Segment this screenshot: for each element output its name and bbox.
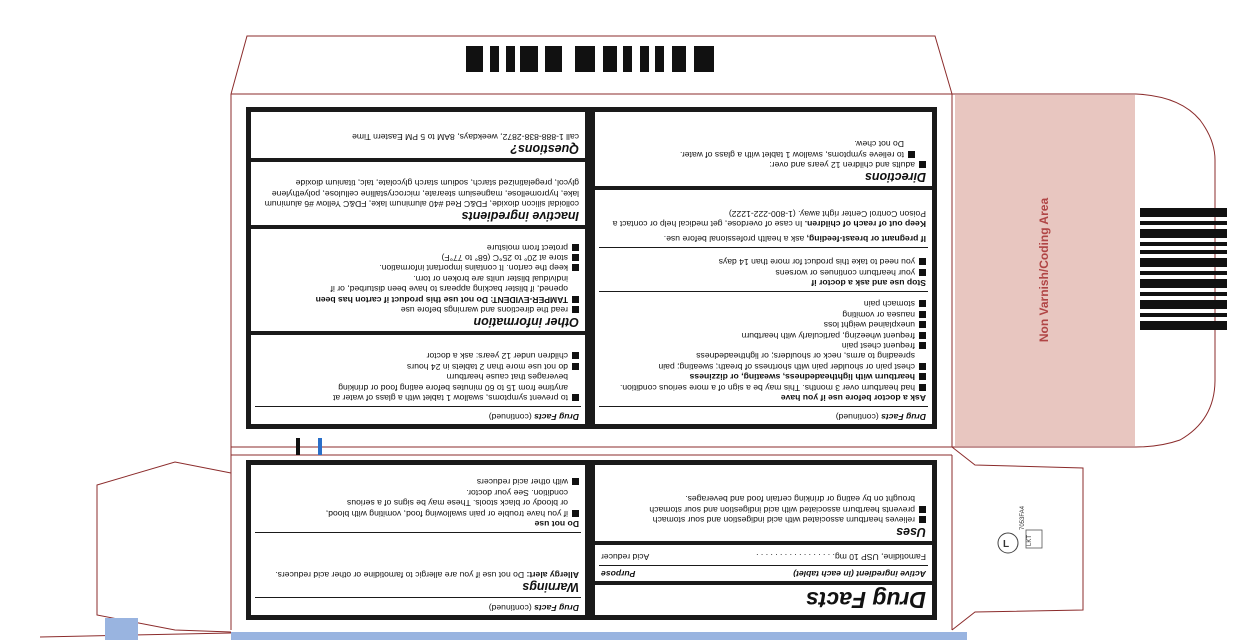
panel-d-title: Drug Facts: [805, 587, 926, 613]
top-bar-marks: [466, 46, 714, 72]
lot-tag: LKT: [1027, 534, 1033, 546]
panel-b-stop-use: Stop use and ask a doctor if your heartburn continues or worsens you need to take this product for more than 14 days: [718, 257, 926, 288]
panel-d-uses: Uses relieves heartburn associated with acid indigestion and sour stomach prevents heartburn associated with acid indigestion and sour stomach brought on by eating or drinking certain food and beverages.: [649, 494, 926, 539]
blue-mark: [105, 618, 138, 640]
panel-a-title: Drug Facts (continued): [488, 412, 579, 422]
panel-c-do-not-use: Do not use if you have trouble or pain swallowing food, vomiting with blood, or bloody or black stools. These may be signs of a serious condition. See your doctor. with other acid reducers: [325, 477, 579, 529]
lot-mark: [990, 505, 1050, 560]
panel-drug-facts-continued-a: [246, 107, 590, 429]
reg-mark-black: [296, 438, 300, 455]
side-barcode: [1140, 208, 1227, 330]
reg-mark-blue: [318, 438, 322, 455]
blue-strip: [231, 632, 967, 640]
left-dust-flap: [97, 462, 231, 632]
panel-drug-facts-main: [590, 460, 937, 620]
panel-a-other-information: Other information read the directions and warnings before use TAMPER-EVIDENT: Do not use this product if carton has been opened, if blister backing appears to have been disturbed, or if individual blister units are broken or torn. keep the carton. It contains important information. store at 20° to 25°C (68° to 77°F) protect from moisture: [315, 242, 579, 329]
panel-drug-facts-continued-b: [590, 107, 937, 429]
coding-area: [1029, 180, 1059, 360]
seal-letter: L: [1003, 539, 1010, 550]
panel-b-pregnant: If pregnant or breast-feeding, ask a health professional before use.: [663, 234, 926, 244]
panel-b-directions: Directions adults and children 12 years and over: to relieve symptoms, swallow 1 tablet with a glass of water. Do not chew.: [679, 139, 926, 184]
panel-b-ask-doctor: Ask a doctor before use if you have had heartburn over 3 months. This may be a sign of a more serious condition. heartburn with lightheadedness, sweating, or dizziness chest pain or shoulder pain with shortness of breath; sweating; pain spreading to arms, neck or shoulders; or lightheadedness frequent chest pain frequent wheezing, particularly with heartburn unexplained weight loss nausea or vomiting stomach pain: [619, 299, 926, 403]
lot-code: 7053FA4: [1020, 505, 1026, 530]
panel-b-keep-out: Keep out of reach of children. In case of overdose, get medical help or contact a Poison Control Center right away. (1-800-222-1222): [612, 208, 926, 229]
panel-d-active-ingredient: Famotidine, USP 10 mg. . . . . . . . . . . . . . . . . Acid reducer: [601, 552, 926, 562]
panel-c-title: Drug Facts (continued): [488, 603, 579, 613]
panel-d-active-header: Active ingredient (in each tablet) Purpose: [601, 569, 926, 579]
panel-b-title: Drug Facts (continued): [835, 412, 926, 422]
right-curved-flap: [1136, 94, 1215, 447]
panel-a-directions-tail: to prevent symptoms, swallow 1 tablet with a glass of water at anytime from 15 to 60 minutes before eating food or drinking beverages that cause heartburn do not use more than 2 tablets in 24 hours children under 12 years: ask a doctor: [251, 313, 585, 405]
panel-c-warnings: Warnings Allergy alert: Do not use if you are allergic to famotidine or other acid reducers.: [275, 570, 579, 594]
panel-a-inactive-ingredients: Inactive ingredients colloidal silicon dioxide, FD&C Red #40 aluminum lake, FD&C Yellow #6 aluminum lake, hypromellose, magnesium stearate, microcrystalline cellulose, polyethylene glycol, pregelatinized starch, sodium starch glycolate, talc, titanium dioxide: [264, 178, 579, 223]
coding-area-label: Non Varnish/Coding Area: [1037, 197, 1051, 343]
panel-a-questions: Questions? call 1-888-838-2872, weekdays, 8AM to 5 PM Eastern Time: [352, 132, 579, 156]
panel-drug-facts-warnings: [246, 460, 590, 620]
